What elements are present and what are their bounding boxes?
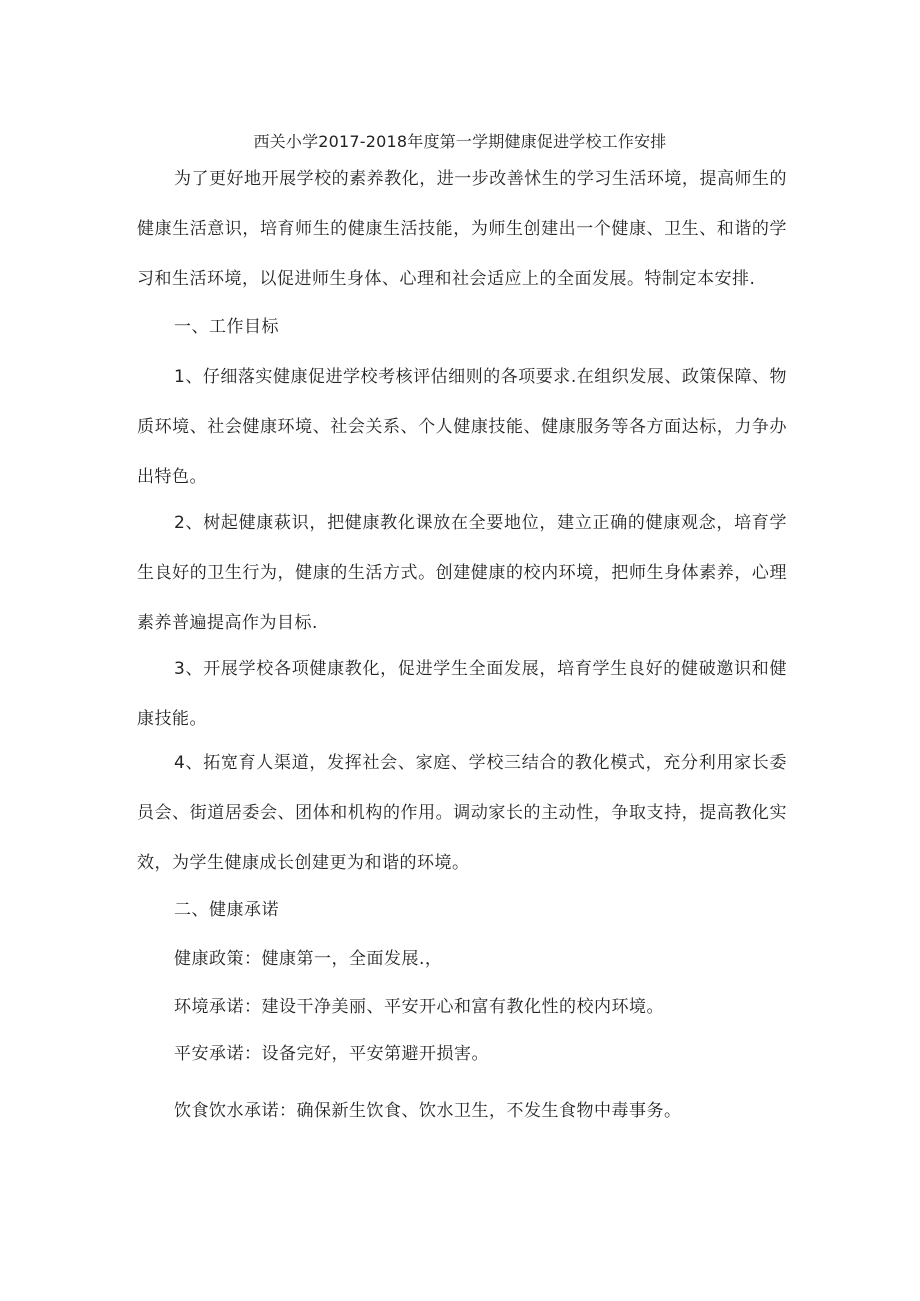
goal-item-2: 2、树起健康萩识，把健康教化课放在全要地位，建立正确的健康观念，培育学生良好的卫生行为，健康的生活方式。创建健康的校内环境，把师生身体素养，心理素养普遍提高作为目标. [137,513,787,633]
goal-item-1: 1、仔细落实健康促进学校考核评估细则的各项要求.在组织发展、政策保障、物质环境、社会健康环境、社会关系、个人健康技能、健康服务等各方面达标，力争办出特色。 [137,367,787,487]
section-heading-work-goals: 一、工作目标 [174,317,279,337]
commitment-health-policy: 健康政策：健康第一，全面发展.， [174,949,443,969]
commitment-food-water: 饮食饮水承诺：确保新生饮食、饮水卫生，不发生食物中毒事务。 [174,1101,682,1121]
section-heading-health-commitments: 二、健康承诺 [174,900,279,920]
intro-paragraph: 为了更好地开展学校的素养教化，进一步改善怵生的学习生活环境，提高师生的健康生活意识，培育师生的健康生活技能，为师生创建出一个健康、卫生、和谐的学习和生活环境，以促进师生身体、心理和社会适应上的全面发展。特制定本安排. [137,169,787,289]
document-title: 西关小学2017-2018年度第一学期健康促进学校工作安排 [253,132,667,151]
goal-item-4: 4、拓宽育人渠道，发挥社会、家庭、学校三结合的教化模式，充分利用家长委员会、街道居委会、团体和机构的作用。调动家长的主动性，争取支持，提高教化实效，为学生健康成长创建更为和谐的环境。 [137,753,787,873]
goal-item-3: 3、开展学校各项健康教化，促进学生全面发展，培育学生良好的健破邀识和健康技能。 [137,659,787,729]
commitment-environment: 环境承诺：建设干净美丽、平安开心和富有教化性的校内环境。 [174,997,664,1017]
commitment-safety: 平安承诺：设备完好，平安第避开损害。 [174,1044,489,1064]
